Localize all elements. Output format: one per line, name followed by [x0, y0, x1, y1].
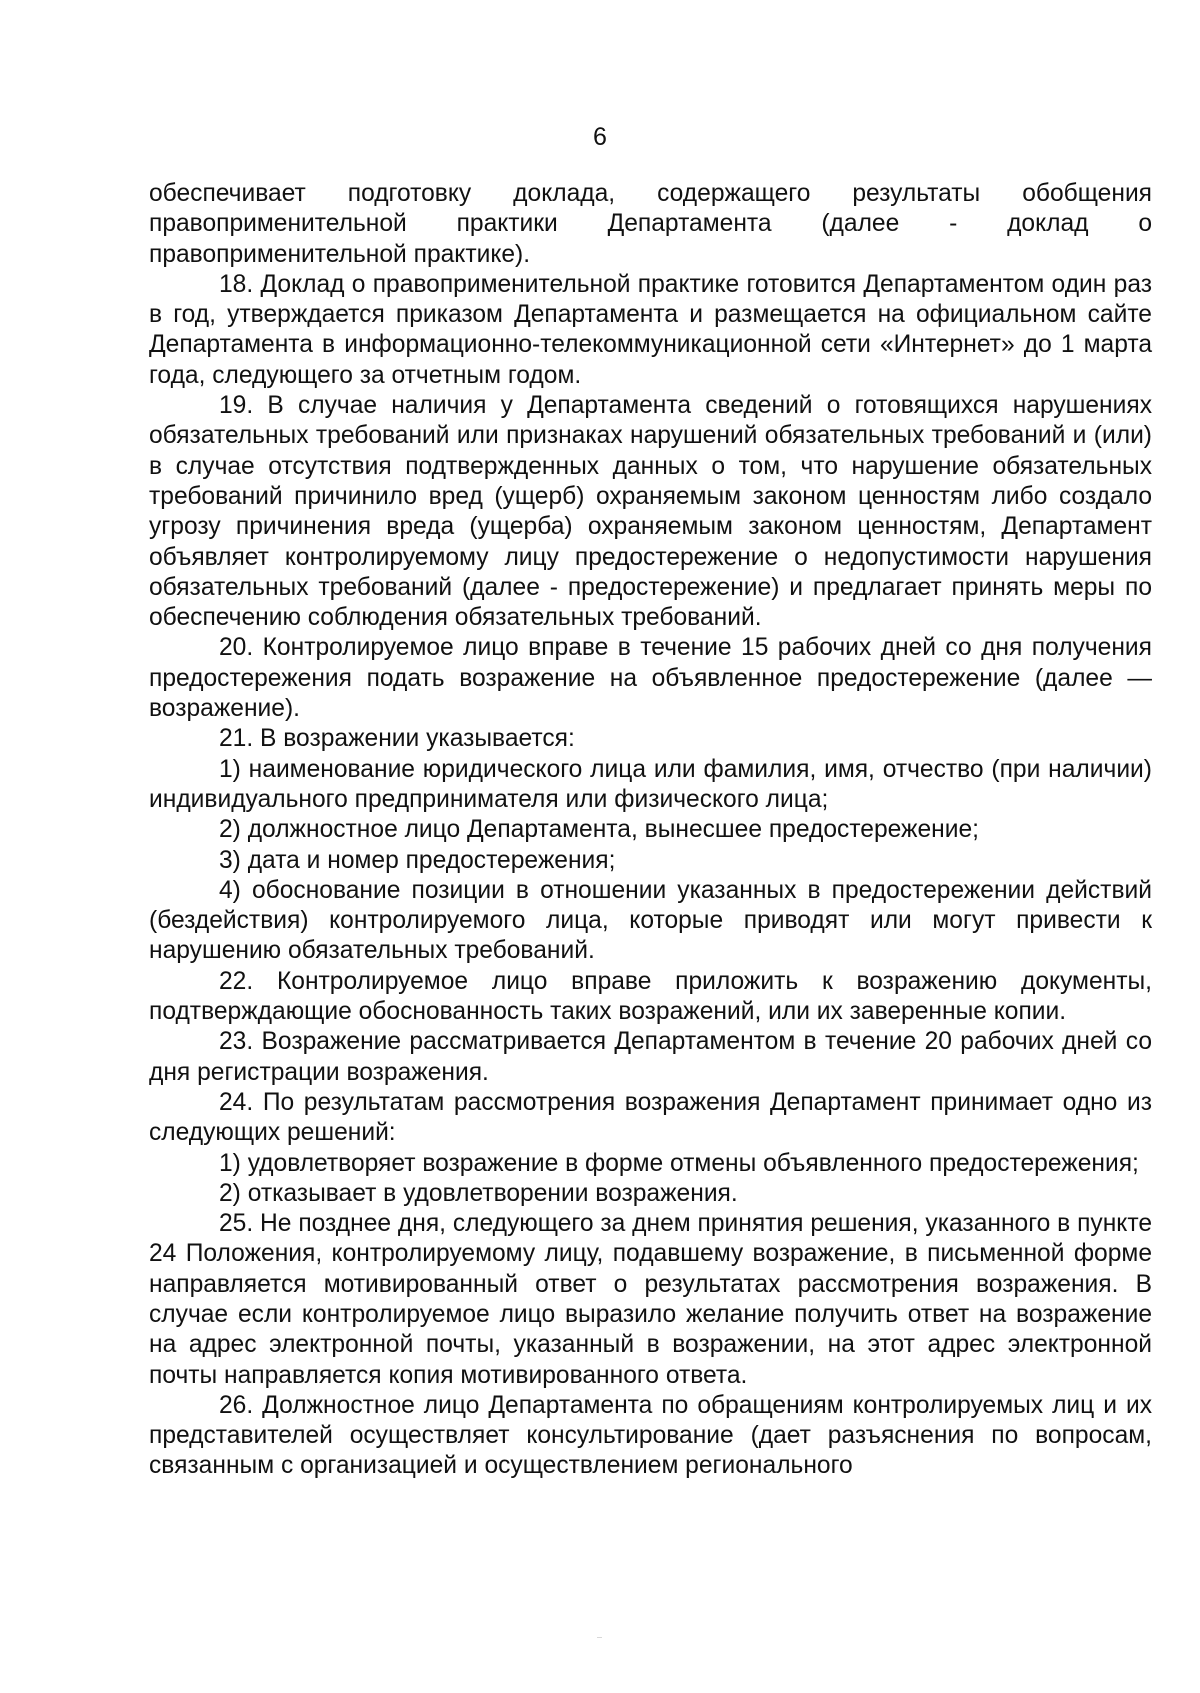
- paragraph-24-item-1: 1) удовлетворяет возражение в форме отмены объявленного предостережения;: [219, 1149, 1139, 1177]
- document-body: [149, 179, 1152, 1482]
- scan-speck: [597, 1637, 602, 1638]
- paragraph-25: 25. Не позднее дня, следующего за днем принятия решения, указанного в пункте 24 Положения, контролируемому лицу, подавшему возражение, в письменной форме направляется мотивированный ответ о результатах рассмотрения возражения. В случае если контролируемое лицо выразило желание получить ответ на возражение на адрес электронной почты, указанный в возражении, на этот адрес электронной почты направляется копия мотивированного ответа.: [149, 1210, 1152, 1389]
- paragraph-21-item-1: 1) наименование юридического лица или фамилия, имя, отчество (при наличии) индивидуального предпринимателя или физического лица;: [149, 755, 1152, 813]
- paragraph-21-item-4: 4) обоснование позиции в отношении указанных в предостережении действий (бездействия) контролируемого лица, которые приводят или могут привести к нарушению обязательных требований.: [149, 876, 1152, 965]
- paragraph-20: 20. Контролируемое лицо вправе в течение 15 рабочих дней со дня получения предостережения подать возражение на объявленное предостережение (далее — возражение).: [149, 634, 1152, 723]
- paragraph-19: 19. В случае наличия у Департамента сведений о готовящихся нарушениях обязательных требований или признаках нарушений обязательных требований и (или) в случае отсутствия подтвержденных данных о том, что нарушение обязательных требований причинило вред (ущерб) охраняемым законом ценностям либо создало угрозу причинения вреда (ущерба) охраняемым законом ценностям, Департамент объявляет контролируемому лицу предостережение о недопустимости нарушения обязательных требований (далее - предостережение) и предлагает принять меры по обеспечению соблюдения обязательных требований.: [149, 392, 1152, 632]
- paragraph-22: 22. Контролируемое лицо вправе приложить к возражению документы, подтверждающие обоснованность таких возражений, или их заверенные копии.: [149, 967, 1152, 1026]
- paragraph-24-item-2: 2) отказывает в удовлетворении возражения.: [219, 1179, 738, 1207]
- paragraph-23: 23. Возражение рассматривается Департаментом в течение 20 рабочих дней со дня регистрации возражения.: [149, 1028, 1152, 1086]
- paragraph-18: 18. Доклад о правоприменительной практике готовится Департаментом один раз в год, утверждается приказом Департамента и размещается на официальном сайте Департамента в информационно-телекоммуникационной сети «Интернет» до 1 марта года, следующего за отчетным годом.: [149, 270, 1152, 389]
- paragraph-21-item-2: 2) должностное лицо Департамента, вынесшее предостережение;: [219, 816, 980, 844]
- page-number: 6: [593, 123, 607, 151]
- paragraph-24: 24. По результатам рассмотрения возражения Департамент принимает одно из следующих решений:: [149, 1088, 1152, 1147]
- paragraph-21-item-3: 3) дата и номер предостережения;: [219, 846, 616, 874]
- paragraph-26: 26. Должностное лицо Департамента по обращениям контролируемых лиц и их представителей осуществляет консультирование (дает разъяснения по вопросам, связанным с организацией и осуществлением регионального: [149, 1391, 1152, 1480]
- paragraph-continuation: обеспечивает подготовку доклада, содержащего результаты обобщения правоприменительной практики Департамента (далее - доклад о правоприменительной практике).: [149, 180, 1152, 268]
- paragraph-21: 21. В возражении указывается:: [219, 725, 575, 753]
